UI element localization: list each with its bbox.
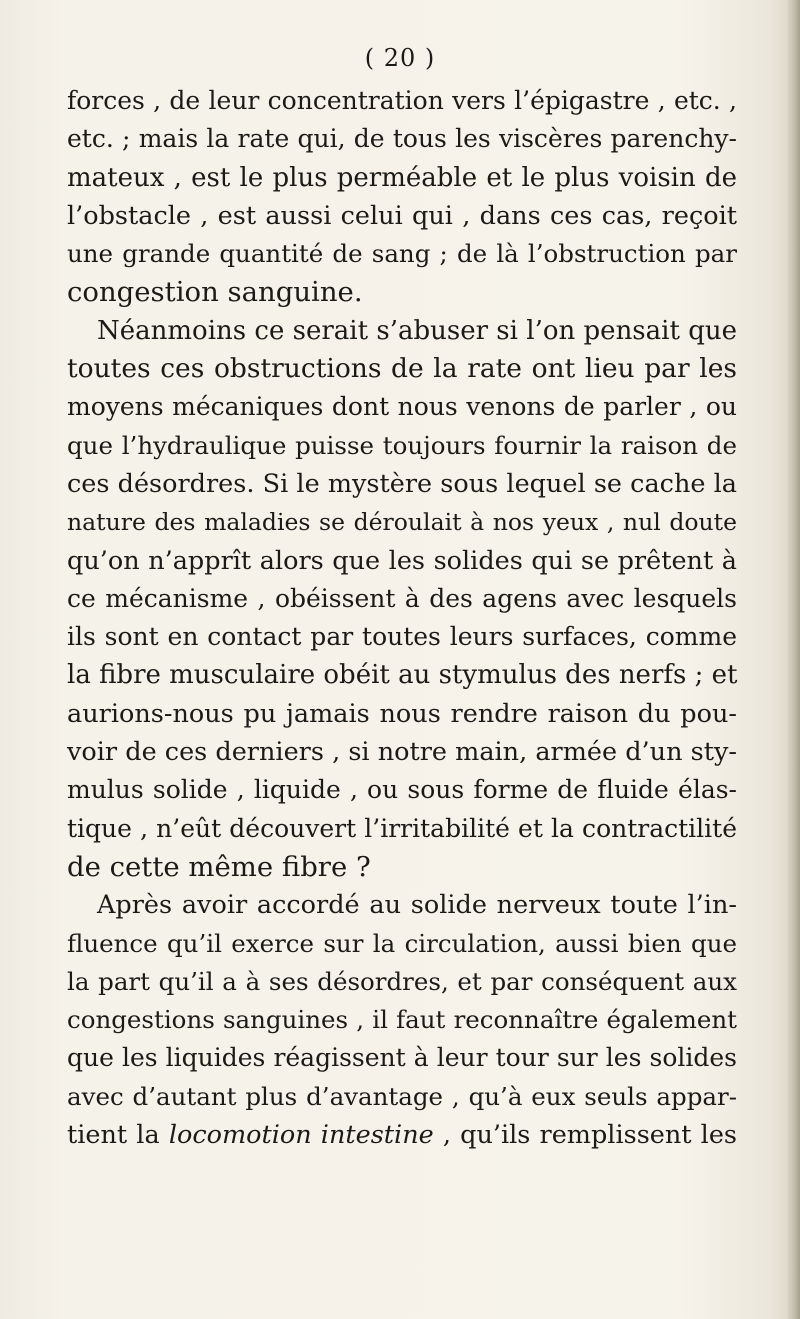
text-line: ils sont en contact par toutes leurs surfaces, comme bbox=[67, 622, 737, 652]
text-line: l’obstacle , est aussi celui qui , dans ces cas, reçoit bbox=[67, 200, 737, 231]
text-line: nature des maladies se déroulait à nos yeux , nul doute bbox=[67, 508, 737, 537]
text-line: la fibre musculaire obéit au stymulus des nerfs ; et bbox=[67, 660, 738, 691]
text-line: une grande quantité de sang ; de là l’obstruction par bbox=[67, 239, 737, 269]
text-line: avec d’autant plus d’avantage , qu’à eux seuls appar- bbox=[67, 1081, 737, 1111]
text-line-last bbox=[67, 1116, 737, 1154]
text-line: toutes ces obstructions de la rate ont lieu par les bbox=[67, 353, 737, 385]
text-line: tique , n’eût découvert l’irritabilité et la contractilité bbox=[67, 813, 737, 843]
text-line: qu’on n’apprît alors que les solides qui se prêtent à bbox=[67, 545, 737, 576]
text-line: etc. ; mais la rate qui, de tous les viscères parenchy- bbox=[67, 124, 737, 154]
page-number: ( 20 ) bbox=[364, 44, 436, 72]
text-segment: tient la bbox=[67, 1120, 169, 1151]
page-edge-shadow bbox=[786, 0, 800, 1319]
text-line: que l’hydraulique puisse toujours fournir la raison de bbox=[67, 430, 737, 460]
text-line: la part qu’il a à ses désordres, et par conséquent aux bbox=[67, 966, 737, 996]
text-line: que les liquides réagissent à leur tour sur les solides bbox=[67, 1043, 737, 1073]
text-segment: , qu’ils remplissent les bbox=[433, 1120, 738, 1151]
text-line: moyens mécaniques dont nous venons de parler , ou bbox=[67, 392, 737, 422]
text-line: Néanmoins ce serait s’abuser si l’on pensait que bbox=[97, 315, 737, 346]
italic-phrase: locomotion intestine bbox=[168, 1120, 434, 1151]
text-line: ce mécanisme , obéissent à des agens avec lesquels bbox=[67, 583, 737, 613]
text-line: congestions sanguines , il faut reconnaître également bbox=[67, 1005, 737, 1035]
text-line: forces , de leur concentration vers l’épigastre , etc. , bbox=[67, 86, 737, 115]
text-line: congestion sanguine. bbox=[67, 276, 363, 309]
text-line: aurions-nous pu jamais nous rendre raison du pou- bbox=[67, 698, 737, 729]
text-line: fluence qu’il exerce sur la circulation, aussi bien que bbox=[67, 928, 737, 958]
text-line: mateux , est le plus perméable et le plus voisin de bbox=[67, 162, 737, 193]
text-line: mulus solide , liquide , ou sous forme de fluide élas- bbox=[67, 775, 737, 805]
text-line: voir de ces derniers , si notre main, armée d’un sty- bbox=[67, 737, 737, 768]
text-line: Après avoir accordé au solide nerveux toute l’in- bbox=[97, 890, 737, 921]
body-text bbox=[67, 82, 737, 1154]
text-line: ces désordres. Si le mystère sous lequel se cache la bbox=[67, 468, 737, 499]
text-line: de cette même fibre ? bbox=[67, 850, 371, 883]
